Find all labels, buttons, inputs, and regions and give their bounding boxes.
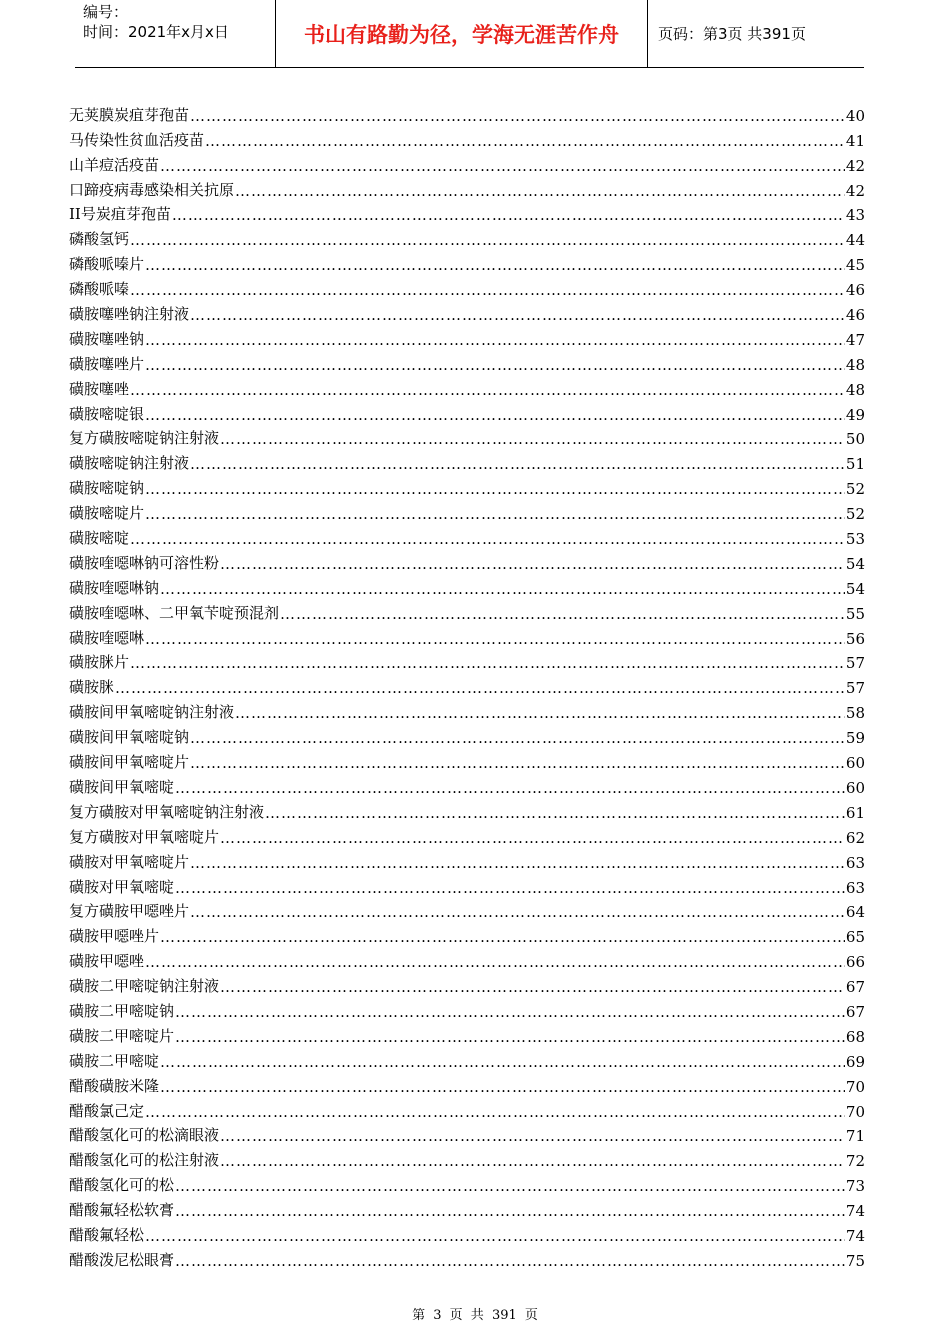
toc-entry[interactable] <box>69 897 865 922</box>
toc-entry-page: 57 <box>845 654 865 673</box>
toc-dot-leader <box>145 406 845 424</box>
toc-entry[interactable] <box>69 224 865 249</box>
toc-entry-page: 58 <box>845 704 865 723</box>
toc-entry[interactable] <box>69 747 865 772</box>
toc-entry[interactable] <box>69 473 865 498</box>
toc-entry-title: 磺胺脒 <box>69 678 115 697</box>
footer-total-prefix: 共 <box>470 1308 484 1323</box>
toc-entry-title: 磺胺嘧啶片 <box>69 504 145 523</box>
toc-entry-page: 71 <box>845 1127 865 1146</box>
toc-entry-page: 66 <box>845 953 865 972</box>
toc-entry-title: 磺胺嘧啶钠 <box>69 479 145 498</box>
toc-entry-title: 磺胺间甲氧嘧啶钠注射液 <box>69 703 235 722</box>
toc-entry-title: 磺胺噻唑钠 <box>69 329 145 348</box>
toc-dot-leader <box>160 580 845 598</box>
header-meta <box>75 0 275 67</box>
toc-entry-title: 马传染性贫血活疫苗 <box>69 130 205 149</box>
toc-entry-title: 复方磺胺对甲氧嘧啶片 <box>69 827 220 846</box>
toc-entry[interactable] <box>69 1046 865 1071</box>
toc-dot-leader <box>160 928 845 946</box>
toc-entry-page: 53 <box>845 530 865 549</box>
table-of-contents <box>69 100 865 1270</box>
toc-entry-title: 复方磺胺对甲氧嘧啶钠注射液 <box>69 802 265 821</box>
toc-entry[interactable] <box>69 125 865 150</box>
toc-entry[interactable] <box>69 498 865 523</box>
toc-entry-title: 磺胺甲噁唑片 <box>69 927 160 946</box>
toc-entry[interactable] <box>69 299 865 324</box>
toc-entry[interactable] <box>69 1220 865 1245</box>
toc-dot-leader <box>145 505 845 523</box>
toc-entry-page: 48 <box>845 380 865 399</box>
footer-page-total: 391 <box>491 1308 517 1323</box>
toc-dot-leader <box>190 107 845 125</box>
toc-entry-page: 74 <box>845 1226 865 1245</box>
toc-entry-page: 57 <box>845 679 865 698</box>
toc-dot-leader <box>130 281 845 299</box>
toc-entry[interactable] <box>69 1170 865 1195</box>
toc-entry-page: 54 <box>845 554 865 573</box>
toc-entry-page: 69 <box>845 1052 865 1071</box>
toc-entry[interactable] <box>69 1021 865 1046</box>
toc-entry-title: 磺胺对甲氧嘧啶 <box>69 877 175 896</box>
toc-entry-page: 44 <box>845 231 865 250</box>
toc-entry-title: 磺胺嘧啶银 <box>69 404 145 423</box>
toc-entry-page: 49 <box>845 405 865 424</box>
toc-dot-leader <box>220 978 845 996</box>
toc-dot-leader <box>220 430 845 448</box>
toc-entry[interactable] <box>69 548 865 573</box>
toc-entry-title: 醋酸氟轻松 <box>69 1225 145 1244</box>
toc-entry[interactable] <box>69 648 865 673</box>
toc-entry-page: 65 <box>845 928 865 947</box>
toc-entry[interactable] <box>69 772 865 797</box>
toc-entry-page: 51 <box>845 455 865 474</box>
toc-dot-leader <box>190 729 845 747</box>
toc-entry-title: 磺胺喹噁啉、二甲氧苄啶预混剂 <box>69 603 280 622</box>
page-footer <box>0 1304 950 1323</box>
toc-entry[interactable] <box>69 349 865 374</box>
toc-entry-page: 72 <box>845 1152 865 1171</box>
toc-dot-leader <box>115 679 845 697</box>
toc-entry[interactable] <box>69 424 865 449</box>
toc-entry-title: 磺胺嘧啶钠注射液 <box>69 454 190 473</box>
toc-entry-title: 醋酸泼尼松眼膏 <box>69 1250 175 1269</box>
toc-entry[interactable] <box>69 150 865 175</box>
toc-entry-title: 磺胺二甲嘧啶钠 <box>69 1001 175 1020</box>
toc-entry-title: 无荚膜炭疽芽孢苗 <box>69 105 190 124</box>
toc-entry[interactable] <box>69 175 865 200</box>
toc-entry-title: 磷酸氢钙 <box>69 230 130 249</box>
toc-entry[interactable] <box>69 274 865 299</box>
toc-entry-title: 磷酸哌嗪片 <box>69 255 145 274</box>
toc-entry-page: 46 <box>845 281 865 300</box>
header-motto: 书山有路勤为径，学海无涯苦作舟 <box>275 0 648 67</box>
toc-entry[interactable] <box>69 847 865 872</box>
footer-total-unit: 页 <box>524 1308 538 1323</box>
toc-dot-leader <box>205 132 845 150</box>
toc-entry-page: 74 <box>845 1202 865 1221</box>
toc-entry-page: 60 <box>845 754 865 773</box>
toc-entry[interactable] <box>69 1096 865 1121</box>
toc-dot-leader <box>175 879 845 897</box>
toc-dot-leader <box>190 903 845 921</box>
toc-entry-title: 磺胺间甲氧嘧啶 <box>69 777 175 796</box>
toc-entry[interactable] <box>69 996 865 1021</box>
toc-entry-title: 复方磺胺嘧啶钠注射液 <box>69 429 220 448</box>
toc-entry-page: 47 <box>845 330 865 349</box>
toc-entry-page: 56 <box>845 629 865 648</box>
toc-entry-page: 63 <box>845 853 865 872</box>
footer-page-unit: 页 <box>449 1308 463 1323</box>
toc-entry-page: 52 <box>845 480 865 499</box>
toc-entry-title: 磺胺间甲氧嘧啶钠 <box>69 728 190 747</box>
toc-entry-title: 磺胺甲噁唑 <box>69 952 145 971</box>
toc-entry[interactable] <box>69 200 865 225</box>
toc-entry-title: 磺胺间甲氧嘧啶片 <box>69 753 190 772</box>
footer-page-prefix: 第 <box>412 1308 426 1323</box>
toc-entry-title: 磺胺二甲嘧啶 <box>69 1051 160 1070</box>
toc-dot-leader <box>145 256 845 274</box>
toc-entry-page: 52 <box>845 505 865 524</box>
header-page-info: 页码：第3页 共391页 <box>658 25 806 43</box>
toc-entry-title: 醋酸氢化可的松注射液 <box>69 1151 220 1170</box>
toc-entry[interactable] <box>69 797 865 822</box>
toc-entry-page: 64 <box>845 903 865 922</box>
toc-dot-leader <box>130 231 845 249</box>
toc-dot-leader <box>175 1252 845 1270</box>
toc-dot-leader <box>145 953 845 971</box>
toc-dot-leader <box>220 555 845 573</box>
toc-entry-title: 磺胺噻唑片 <box>69 354 145 373</box>
toc-entry-title: 磺胺二甲嘧啶钠注射液 <box>69 977 220 996</box>
toc-entry-title: 醋酸氯己定 <box>69 1101 145 1120</box>
toc-entry[interactable] <box>69 1145 865 1170</box>
toc-entry-page: 55 <box>845 604 865 623</box>
toc-dot-leader <box>145 1103 845 1121</box>
toc-entry-page: 59 <box>845 729 865 748</box>
toc-entry[interactable] <box>69 1071 865 1096</box>
toc-entry[interactable] <box>69 100 865 125</box>
toc-entry-page: 61 <box>845 803 865 822</box>
toc-dot-leader <box>235 704 845 722</box>
toc-dot-leader <box>145 480 845 498</box>
toc-dot-leader <box>145 356 845 374</box>
toc-dot-leader <box>145 331 845 349</box>
toc-entry-page: 63 <box>845 878 865 897</box>
page-header <box>75 0 864 68</box>
toc-entry-title: 复方磺胺甲噁唑片 <box>69 902 190 921</box>
toc-entry-title: 磺胺噻唑钠注射液 <box>69 305 190 324</box>
toc-entry-title: 磺胺喹噁啉 <box>69 628 145 647</box>
toc-dot-leader <box>220 1152 845 1170</box>
toc-entry-page: 60 <box>845 778 865 797</box>
toc-entry-page: 70 <box>845 1077 865 1096</box>
toc-entry-title: 磺胺嘧啶 <box>69 529 130 548</box>
toc-entry-title: 醋酸氢化可的松 <box>69 1176 175 1195</box>
toc-entry-title: 山羊痘活疫苗 <box>69 155 160 174</box>
toc-dot-leader <box>145 1227 845 1245</box>
toc-entry-title: 醋酸氢化可的松滴眼液 <box>69 1126 220 1145</box>
toc-entry[interactable] <box>69 573 865 598</box>
toc-entry[interactable] <box>69 697 865 722</box>
footer-page-current: 3 <box>433 1308 442 1323</box>
toc-entry-title: 醋酸磺胺米隆 <box>69 1076 160 1095</box>
toc-entry-page: 43 <box>845 206 865 225</box>
toc-dot-leader <box>175 1177 845 1195</box>
toc-dot-leader <box>190 854 845 872</box>
toc-entry[interactable] <box>69 374 865 399</box>
toc-entry-title: 醋酸氟轻松软膏 <box>69 1201 175 1220</box>
toc-dot-leader <box>160 1078 845 1096</box>
toc-dot-leader <box>265 804 845 822</box>
toc-dot-leader <box>190 754 845 772</box>
toc-dot-leader <box>175 1202 845 1220</box>
toc-entry[interactable] <box>69 249 865 274</box>
toc-entry[interactable] <box>69 822 865 847</box>
toc-entry-page: 41 <box>845 131 865 150</box>
toc-dot-leader <box>130 530 845 548</box>
toc-entry-page: 40 <box>845 106 865 125</box>
toc-entry[interactable] <box>69 1245 865 1270</box>
toc-entry-title: 磺胺噻唑 <box>69 379 130 398</box>
toc-entry[interactable] <box>69 1195 865 1220</box>
toc-dot-leader <box>130 654 845 672</box>
toc-dot-leader <box>280 605 845 623</box>
toc-entry-page: 62 <box>845 828 865 847</box>
toc-entry-title: 口蹄疫病毒感染相关抗原 <box>69 180 235 199</box>
toc-entry-title: 磺胺脒片 <box>69 653 130 672</box>
toc-entry[interactable] <box>69 1121 865 1146</box>
toc-entry[interactable] <box>69 946 865 971</box>
toc-dot-leader <box>160 157 845 175</box>
toc-entry[interactable] <box>69 324 865 349</box>
toc-dot-leader <box>175 779 845 797</box>
toc-dot-leader <box>160 1053 845 1071</box>
toc-entry-page: 42 <box>845 156 865 175</box>
toc-entry-title: 磺胺二甲嘧啶片 <box>69 1026 175 1045</box>
document-number-label: 编号： <box>83 3 129 21</box>
toc-entry-title: 磺胺对甲氧嘧啶片 <box>69 852 190 871</box>
toc-entry-title: 磺胺喹噁啉钠 <box>69 578 160 597</box>
toc-entry-page: 45 <box>845 256 865 275</box>
toc-entry-page: 50 <box>845 430 865 449</box>
toc-entry[interactable] <box>69 722 865 747</box>
toc-entry-page: 68 <box>845 1027 865 1046</box>
toc-entry[interactable] <box>69 872 865 897</box>
toc-dot-leader <box>172 206 845 224</box>
toc-entry[interactable] <box>69 523 865 548</box>
toc-entry-title: II号炭疽芽孢苗 <box>69 205 171 224</box>
toc-dot-leader <box>235 182 845 200</box>
toc-entry-page: 46 <box>845 306 865 325</box>
toc-entry-page: 48 <box>845 355 865 374</box>
toc-entry-page: 54 <box>845 579 865 598</box>
toc-dot-leader <box>220 1127 845 1145</box>
toc-entry[interactable] <box>69 598 865 623</box>
toc-entry-title: 磷酸哌嗪 <box>69 280 130 299</box>
toc-dot-leader <box>190 455 845 473</box>
toc-dot-leader <box>130 381 845 399</box>
toc-dot-leader <box>175 1028 845 1046</box>
toc-entry-page: 67 <box>845 1002 865 1021</box>
toc-entry-page: 42 <box>845 181 865 200</box>
toc-dot-leader <box>220 829 845 847</box>
toc-dot-leader <box>145 630 845 648</box>
toc-dot-leader <box>175 1003 845 1021</box>
toc-entry-page: 75 <box>845 1251 865 1270</box>
toc-entry[interactable] <box>69 399 865 424</box>
toc-dot-leader <box>190 306 845 324</box>
toc-entry[interactable] <box>69 448 865 473</box>
toc-entry[interactable] <box>69 672 865 697</box>
toc-entry[interactable] <box>69 921 865 946</box>
toc-entry-page: 70 <box>845 1102 865 1121</box>
document-time: 时间：2021年x月x日 <box>83 23 229 41</box>
toc-entry[interactable] <box>69 623 865 648</box>
toc-entry-title: 磺胺喹噁啉钠可溶性粉 <box>69 553 220 572</box>
toc-entry-page: 67 <box>845 978 865 997</box>
toc-entry[interactable] <box>69 971 865 996</box>
toc-entry-page: 73 <box>845 1177 865 1196</box>
